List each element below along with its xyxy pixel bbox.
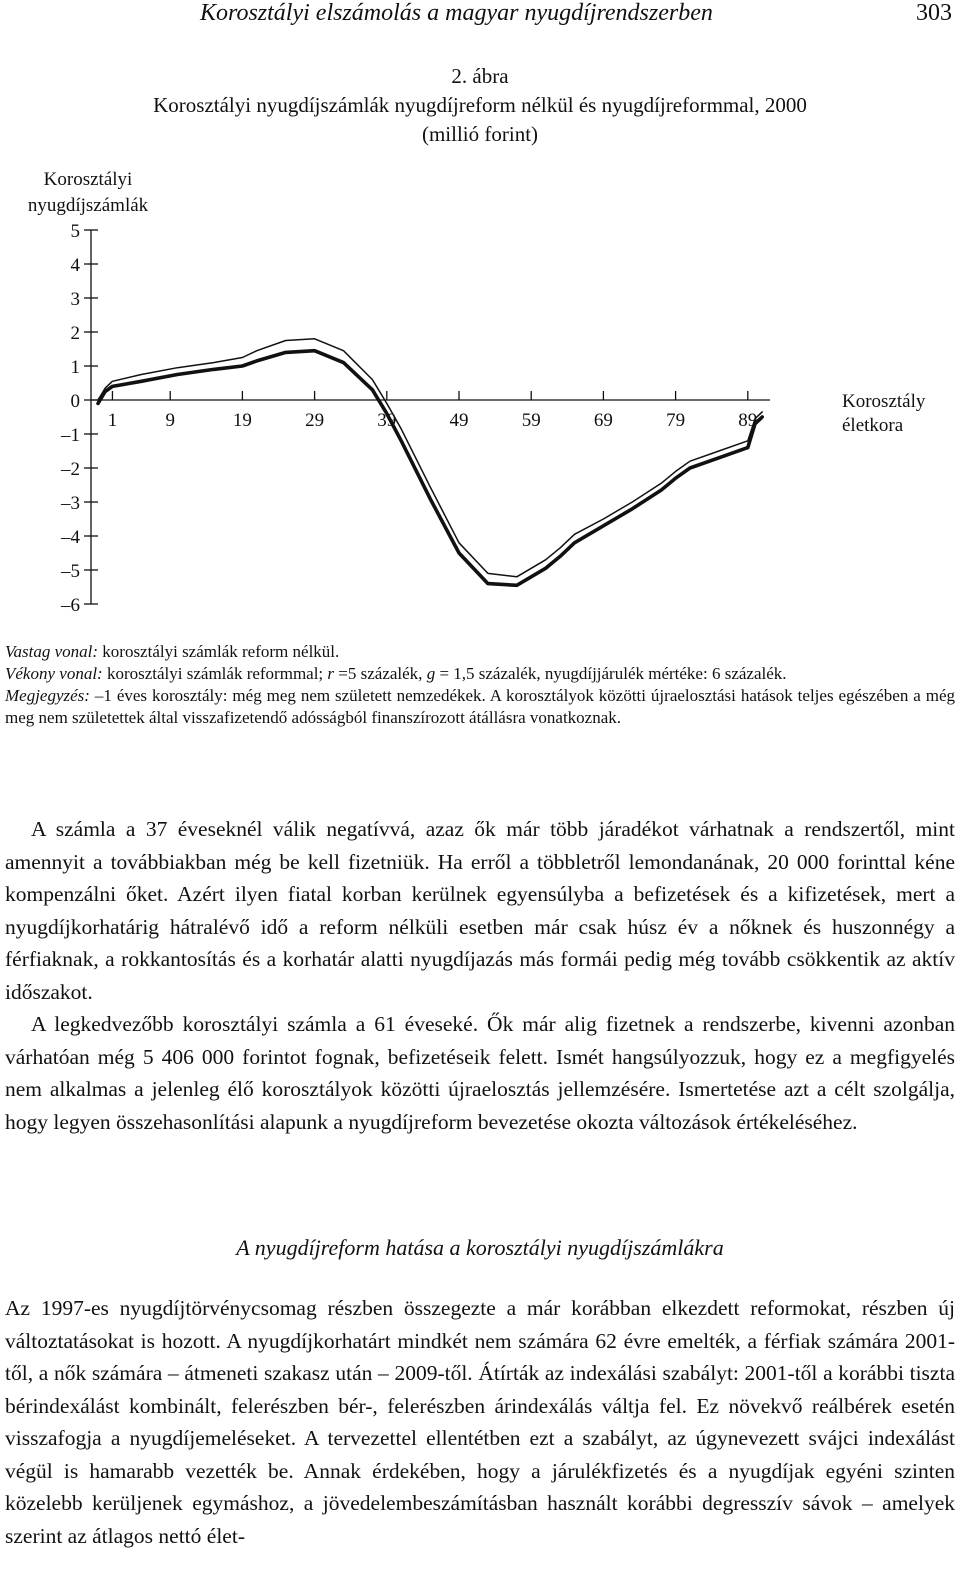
x-tick-label: 39 xyxy=(377,410,397,431)
y-axis-title-line: nyugdíjszámlák xyxy=(27,195,149,216)
y-tick-label: –3 xyxy=(61,493,80,514)
note-thin-text-3: = 1,5 százalék, nyugdíjjárulék mértéke: 6 százalék. xyxy=(439,664,787,683)
x-tick-label: 19 xyxy=(232,410,252,431)
note-thick-line xyxy=(5,641,955,663)
note-thin-line xyxy=(5,663,955,685)
figure-number: 2. ábra xyxy=(451,64,509,88)
y-tick-label: –1 xyxy=(61,425,80,446)
x-tick-label: 69 xyxy=(593,410,613,431)
body-section-2 xyxy=(5,1292,955,1552)
note-thin-r: r xyxy=(327,664,335,683)
note-thick-label: Vastag vonal: xyxy=(5,642,99,661)
body-paragraph-1: A számla a 37 éveseknél válik negatívvá, azaz ők már több járadékot várhatnak a rendszertől, mint amennyit a továbbiakban még be kell fizetniük. Ha erről a többletről lemondanának, 20 000 forinttal kéne kompenzálni őket. Azért ilyen fiatal korban kerülnek egyensúlyba a befizetések és a kifizetések, mert a nyugdíjkorhatárig hátralévő idő a reform nélküli esetben már csak húsz év a nőknek és huszonnégy a férfiaknak, a rokkantosítás és a korhatár alatti nyugdíjazás más formái pedig még tovább csökkentik az aktív időszakot. xyxy=(5,817,955,1004)
note-thin-text-1: korosztályi számlák reformmal; xyxy=(106,664,324,683)
note-thin-g: g xyxy=(426,664,436,683)
y-tick-label: 0 xyxy=(70,391,80,412)
y-tick-label: 1 xyxy=(70,357,80,378)
note-remark xyxy=(5,685,955,729)
body-paragraph-2: A legkedvezőbb korosztályi számla a 61 éveseké. Ők már alig fizetnek a rendszerbe, kivenni azonban várhatóan még 5 406 000 forintot fognak, befizetéseik felett. Ismét hangsúlyozzuk, hogy ez a megfigyelés nem alkalmas a jelenleg élő korosztályok közötti újraelosztás jellemzésére. Ismertetése azt a célt szolgálja, hogy legyen összehasonlítási alapunk a nyugdíjreform bevezetése okozta változások értékeléséhez. xyxy=(5,1012,955,1134)
y-tick-label: 2 xyxy=(70,323,80,344)
note-thin-text-2: =5 százalék, xyxy=(338,664,423,683)
figure-unit: (millió forint) xyxy=(421,122,539,146)
page-number: 303 xyxy=(916,0,952,26)
body-paragraph-3: Az 1997-es nyugdíjtörvénycsomag részben összegezte a már korábban elkezdett reformokat, részben új változtatásokat is hozott. A nyugdíjkorhatárt mindkét nem számára 62 évre emelték, a férfiak számára 2001-től, a nők számára – átmeneti szakasz után – 2009-től. Átírták az indexálási szabályt: 2001-től a korábbi tiszta bérindexálást kombinált, felerészben bér-, felerészben árindexálás váltja fel. Ez növekvő reálbérek esetén visszafogja a nyugdíjemeléseket. A tervezettel ellentétben ezt a szabályt, az úgynevezett svájci indexálást végül is hamarabb vezették be. Annak érdekében, hogy a járulékfizetés és a nyugdíjak egyéni szinten közelebb kerüljenek egymáshoz, a jövedelembeszámításban használt korábbi degresszív sávok – amelyek szerint az átlagos nettó élet- xyxy=(5,1296,955,1548)
y-tick-label: –4 xyxy=(61,527,80,548)
section-title: A nyugdíjreform hatása a korosztályi nyugdíjszámlákra xyxy=(236,1235,724,1260)
series-line-thin xyxy=(98,339,762,577)
figure-caption xyxy=(0,62,960,149)
y-tick-label: 3 xyxy=(70,289,80,310)
y-tick-label: –6 xyxy=(61,595,80,616)
x-tick-label: 59 xyxy=(521,410,541,431)
y-axis-title-line: Korosztályi xyxy=(43,169,133,190)
cohort-account-chart xyxy=(0,169,960,620)
page-header xyxy=(0,0,960,28)
x-tick-label: 1 xyxy=(107,410,118,431)
note-remark-text: –1 éves korosztály: még meg nem született nemzedékek. A korosztályok közötti újraelosztási hatások teljes egészében a még meg nem születettek által visszafizetendő adósságból finanszírozott átállásra vonatkoznak. xyxy=(5,686,955,727)
note-thick-text: korosztályi számlák reform nélkül. xyxy=(102,642,340,661)
running-title: Korosztályi elszámolás a magyar nyugdíjrendszerben xyxy=(200,0,713,26)
note-thin-label: Vékony vonal: xyxy=(5,664,103,683)
y-tick-label: –5 xyxy=(61,561,80,582)
x-tick-label: 29 xyxy=(305,410,325,431)
y-tick-label: –2 xyxy=(61,459,80,480)
series-line-thick xyxy=(98,351,762,586)
x-tick-label: 79 xyxy=(666,410,686,431)
y-tick-label: 5 xyxy=(70,221,80,242)
x-tick-label: 89 xyxy=(738,410,758,431)
x-axis-title-line: Korosztály xyxy=(842,391,926,412)
y-tick-label: 4 xyxy=(70,255,80,276)
figure-notes xyxy=(5,641,955,729)
body-section-1 xyxy=(5,813,955,1138)
x-tick-label: 9 xyxy=(165,410,175,431)
figure-title: Korosztályi nyugdíjszámlák nyugdíjreform nélkül és nyugdíjreformmal, 2000 xyxy=(153,93,807,117)
x-axis-title-line: életkora xyxy=(842,415,904,436)
x-tick-label: 49 xyxy=(449,410,469,431)
note-remark-label: Megjegyzés: xyxy=(5,686,90,705)
